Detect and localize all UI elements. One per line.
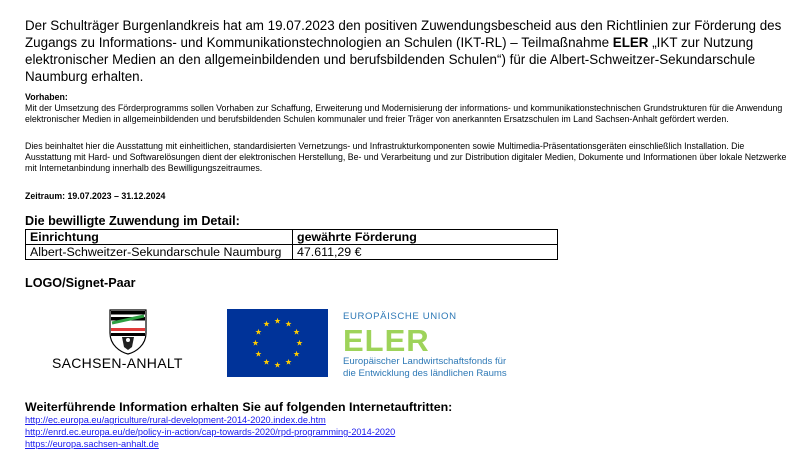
column-header-einrichtung: Einrichtung: [26, 230, 293, 245]
intro-text-2: „IKT zur Nutzung elektronischer Medien an den allgemeinbildenden und berufsbildenden Schulen“) für die Albert-Schweitzer-Sekundarschule Naumburg erhalten.: [25, 35, 756, 84]
sachsen-anhalt-coat-of-arms-icon: [108, 307, 148, 355]
links-section: [25, 400, 453, 450]
grant-table: [25, 229, 558, 260]
eu-flag-icon: [227, 309, 328, 377]
zeitraum: Zeitraum: 19.07.2023 – 31.12.2024: [25, 191, 166, 201]
grant-table-header: [26, 230, 558, 245]
eler-subtitle-line-1: Europäischer Landwirtschaftsfonds für: [343, 356, 507, 367]
intro-paragraph: [25, 17, 785, 85]
column-header-foerderung: gewährte Förderung: [293, 230, 558, 245]
cell-foerderung: 47.611,29 €: [293, 245, 558, 260]
logo-heading: LOGO/Signet-Paar: [25, 276, 136, 290]
eler-subtitle-line-2: die Entwicklung des ländlichen Raums: [343, 368, 507, 379]
eler-subtitle: [343, 356, 507, 380]
link-sachsen-anhalt[interactable]: https://europa.sachsen-anhalt.de: [25, 439, 159, 449]
grant-heading: Die bewilligte Zuwendung im Detail:: [25, 214, 240, 228]
link-ec-europa[interactable]: http://ec.europa.eu/agriculture/rural-development-2014-2020.index.de.htm: [25, 415, 326, 425]
intro-eler: ELER: [612, 35, 649, 50]
eu-title: EUROPÄISCHE UNION: [343, 311, 457, 322]
vorhaben-paragraph-1: Mit der Umsetzung des Förderprogramms sollen Vorhaben zur Schaffung, Erweiterung und Modernisierung der informations- und kommunikationstechnischen Grundstrukturen für die Anwendung elektronischer Medien in allgemeinbildenden und berufsbildenden Schulen kommunaler und freier Träger von anerkannten Ersatzschulen im Land Sachsen-Anhalt gefördert werden.: [25, 103, 783, 124]
intro-text-1: Der Schulträger Burgenlandkreis hat am 19.07.2023 den positiven Zuwendungsbescheid aus den Richtlinien zur Förderung des Zugangs zu Informations- und Kommunikationstechnologien an Schulen (IKT-RL) – Teilmaßnahme: [25, 18, 782, 50]
sachsen-anhalt-wordmark: SACHSEN-ANHALT: [52, 355, 183, 371]
eler-logo-text: ELER: [343, 323, 430, 358]
vorhaben-paragraph-2: Dies beinhaltet hier die Ausstattung mit einheitlichen, standardisierten Vernetzungs- und Infrastrukturkomponenten sowie Multimedia-Präsentationsgeräten einschließlich Installation. Die Ausstattung mit Hard- und Softwarelösungen dient der elektronischen Herstellung, Be- und Verarbeitung und zur Distribution digitaler Medien, Dokumente und Informationen über lokale Netzwerke mit Internetanbindung innerhalb des Bewilligungszeitraumes.: [25, 141, 787, 173]
link-enrd[interactable]: http://enrd.ec.europa.eu/de/policy-in-action/cap-towards-2020/rpd-programming-2014-2020: [25, 427, 396, 437]
links-heading: Weiterführende Information erhalten Sie auf folgenden Internetauftritten:: [25, 400, 453, 414]
table-row: [26, 245, 558, 260]
cell-einrichtung: Albert-Schweitzer-Sekundarschule Naumburg: [26, 245, 293, 260]
vorhaben-heading: Vorhaben:: [25, 92, 68, 102]
